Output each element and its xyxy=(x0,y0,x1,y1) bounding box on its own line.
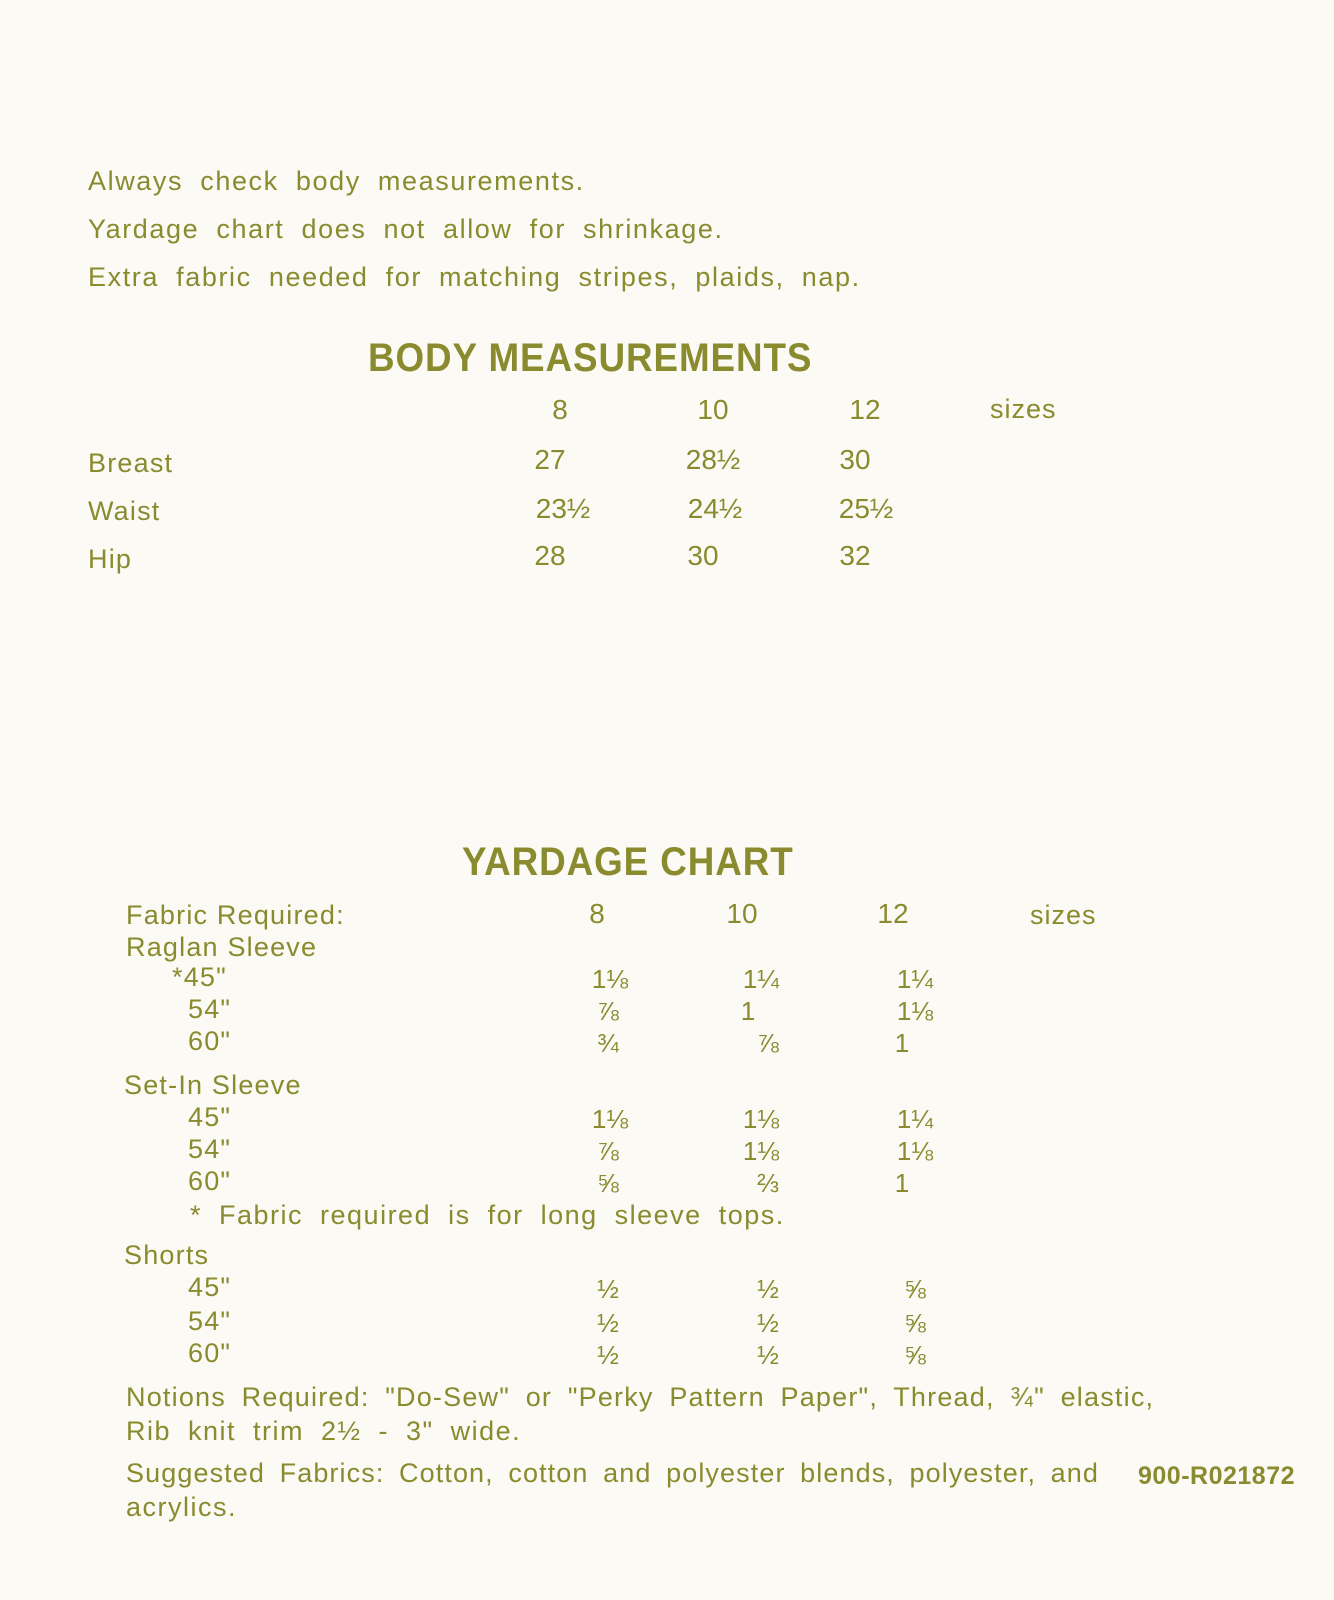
bm-row-label-waist: Waist xyxy=(88,496,161,526)
bm-row-label-hip: Hip xyxy=(88,544,133,574)
yardage-cell: ⅞ xyxy=(597,1136,619,1166)
bm-size-12: 12 xyxy=(849,394,881,425)
bm-cell: 23½ xyxy=(535,493,591,524)
fabric-width: 54" xyxy=(188,1134,232,1164)
fabric-required-label: Fabric Required: xyxy=(126,900,345,930)
yardage-cell: 1¼ xyxy=(742,964,780,994)
yardage-cell: 1¼ xyxy=(896,1104,934,1134)
footnote-long-sleeve: * Fabric required is for long sleeve tops. xyxy=(190,1200,785,1230)
bm-cell: 24½ xyxy=(687,493,743,524)
fabric-width: 60" xyxy=(188,1338,232,1368)
yardage-cell: ⅝ xyxy=(597,1168,619,1198)
yardage-cell: 1⅛ xyxy=(591,964,629,994)
pattern-code: 900-R021872 xyxy=(1138,1462,1296,1490)
fabric-width: 54" xyxy=(188,994,232,1024)
bm-cell: 27 xyxy=(534,444,566,475)
yardage-chart-title: YARDAGE CHART xyxy=(462,840,794,884)
yardage-cell: 1⅛ xyxy=(896,996,934,1026)
yc-size-10: 10 xyxy=(726,898,758,929)
yardage-cell: ½ xyxy=(757,1340,779,1370)
group-label-set-in-sleeve: Set-In Sleeve xyxy=(124,1070,302,1100)
note-shrinkage: Yardage chart does not allow for shrinkage. xyxy=(88,214,724,244)
body-measurements-title: BODY MEASUREMENTS xyxy=(368,336,813,380)
notions-required-line2: Rib knit trim 2½ - 3" wide. xyxy=(126,1416,522,1446)
bm-size-10: 10 xyxy=(697,394,729,425)
yardage-cell: 1 xyxy=(894,1168,910,1198)
yardage-cell: ⅝ xyxy=(904,1308,926,1338)
yc-size-12: 12 xyxy=(877,898,909,929)
yardage-cell: ⅞ xyxy=(757,1028,779,1058)
yardage-cell: 1¼ xyxy=(896,964,934,994)
yardage-cell: ⅝ xyxy=(904,1340,926,1370)
yardage-cell: ½ xyxy=(597,1274,619,1304)
bm-sizes-label: sizes xyxy=(990,394,1057,424)
note-check-measurements: Always check body measurements. xyxy=(88,166,585,196)
yardage-cell: 1 xyxy=(740,996,756,1026)
bm-row-label-breast: Breast xyxy=(88,448,174,478)
notions-required-line1: Notions Required: "Do-Sew" or "Perky Pattern Paper", Thread, ¾" elastic, xyxy=(126,1382,1155,1412)
yc-size-8: 8 xyxy=(589,898,605,929)
fabric-width: 54" xyxy=(188,1306,232,1336)
bm-cell: 25½ xyxy=(838,493,894,524)
yardage-cell: ½ xyxy=(597,1340,619,1370)
group-label-shorts: Shorts xyxy=(124,1240,210,1270)
fabric-width: 60" xyxy=(188,1166,232,1196)
yardage-cell: 1⅛ xyxy=(591,1104,629,1134)
group-label-raglan-sleeve: Raglan Sleeve xyxy=(126,932,318,962)
bm-cell: 30 xyxy=(687,540,719,571)
yardage-cell: 1 xyxy=(894,1028,910,1058)
bm-cell: 30 xyxy=(839,444,871,475)
yardage-cell: ¾ xyxy=(597,1028,619,1058)
yardage-cell: ⅝ xyxy=(904,1274,926,1304)
yardage-cell: ½ xyxy=(597,1308,619,1338)
yardage-cell: 1⅛ xyxy=(742,1136,780,1166)
bm-cell: 28½ xyxy=(685,444,741,475)
yardage-cell: ⅞ xyxy=(597,996,619,1026)
bm-cell: 32 xyxy=(839,540,871,571)
bm-cell: 28 xyxy=(534,540,566,571)
yardage-cell: ½ xyxy=(757,1274,779,1304)
yardage-cell: 1⅛ xyxy=(896,1136,934,1166)
note-extra-fabric: Extra fabric needed for matching stripes, plaids, nap. xyxy=(88,262,861,292)
fabric-width: 45" xyxy=(188,1102,232,1132)
suggested-fabrics-line1: Suggested Fabrics: Cotton, cotton and polyester blends, polyester, and xyxy=(126,1458,1100,1488)
yardage-cell: ⅔ xyxy=(757,1168,779,1198)
fabric-width: 45" xyxy=(188,1272,232,1302)
suggested-fabrics-line2: acrylics. xyxy=(126,1492,238,1522)
yardage-cell: ½ xyxy=(757,1308,779,1338)
yardage-cell: 1⅛ xyxy=(742,1104,780,1134)
fabric-width: *45" xyxy=(172,962,227,992)
fabric-width: 60" xyxy=(188,1026,232,1056)
bm-size-8: 8 xyxy=(552,394,568,425)
yc-sizes-label: sizes xyxy=(1030,900,1097,930)
